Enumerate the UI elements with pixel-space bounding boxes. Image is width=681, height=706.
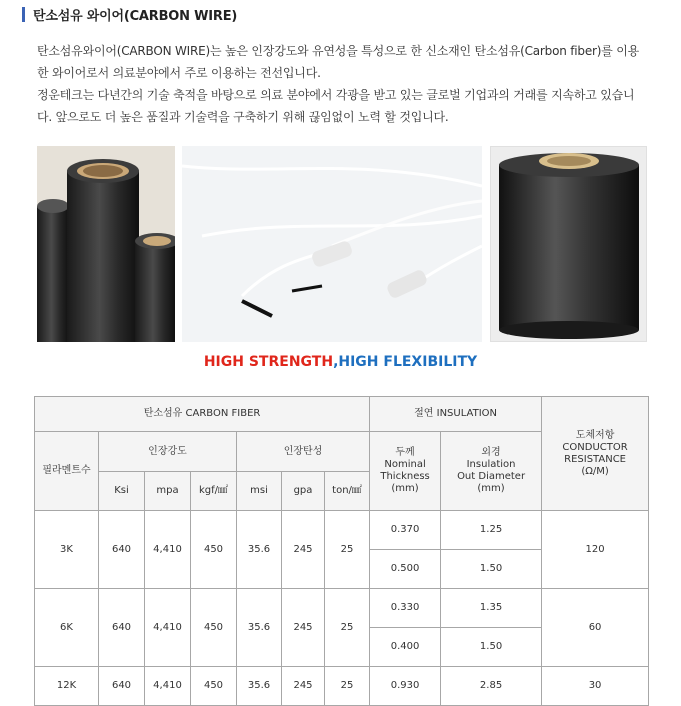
carbon-fiber-header: 탄소섬유 CARBON FIBER xyxy=(35,397,370,432)
outer-diameter-value: 1.50 xyxy=(441,628,542,667)
outer-header-en1: Insulation xyxy=(466,459,516,470)
table-row xyxy=(35,589,649,628)
unit-mpa: mpa xyxy=(145,472,191,511)
carbon-fiber-bobbins-photo xyxy=(37,146,175,342)
outer-diameter-value: 2.85 xyxy=(441,667,542,706)
carbon-fiber-spool-photo xyxy=(490,146,647,342)
intro-paragraph-1: 탄소섬유와이어(CARBON WIRE)는 높은 인장강도와 유연성을 특성으로 한 신소재인 탄소섬유(Carbon fiber)를 이용한 와이어로서 의료분야에서 주로 이용하는 전선입니다. xyxy=(37,44,640,80)
outer-diameter-value: 1.35 xyxy=(441,589,542,628)
table-row xyxy=(35,511,649,550)
ksi-value: 640 xyxy=(99,511,145,589)
gpa-value: 245 xyxy=(282,511,325,589)
spec-table xyxy=(34,396,649,706)
insulation-header: 절연 INSULATION xyxy=(370,397,542,432)
msi-value: 35.6 xyxy=(237,667,282,706)
thickness-header-unit: (mm) xyxy=(391,483,419,494)
ton-value: 25 xyxy=(325,511,370,589)
filament-count: 12K xyxy=(35,667,99,706)
thickness-header-en2: Thickness xyxy=(380,471,430,482)
ksi-value: 640 xyxy=(99,589,145,667)
kgf-value: 450 xyxy=(191,511,237,589)
ton-value: 25 xyxy=(325,589,370,667)
gpa-value: 245 xyxy=(282,667,325,706)
ton-value: 25 xyxy=(325,667,370,706)
thickness-value: 0.370 xyxy=(370,511,441,550)
mpa-value: 4,410 xyxy=(145,589,191,667)
filament-header: 필라멘트수 xyxy=(35,432,99,511)
outer-header-unit: (mm) xyxy=(477,483,505,494)
kgf-value: 450 xyxy=(191,667,237,706)
thickness-header-ko: 두께 xyxy=(395,447,415,458)
resistance-value: 120 xyxy=(542,511,649,589)
carbon-wire-cable-photo xyxy=(182,146,482,342)
mpa-value: 4,410 xyxy=(145,511,191,589)
mpa-value: 4,410 xyxy=(145,667,191,706)
conductor-header-en2: RESISTANCE xyxy=(564,453,626,465)
conductor-header-unit: (Ω/M) xyxy=(581,465,609,477)
filament-count: 3K xyxy=(35,511,99,589)
slogan xyxy=(0,354,681,370)
unit-kgf: kgf/㎟ xyxy=(191,472,237,511)
kgf-value: 450 xyxy=(191,589,237,667)
intro-text xyxy=(37,40,647,128)
tensile-strength-header: 인장강도 xyxy=(99,432,237,472)
thickness-header-en1: Nominal xyxy=(384,459,426,470)
unit-ksi: Ksi xyxy=(99,472,145,511)
outer-diameter-header xyxy=(441,432,542,511)
slogan-flexibility: ,HIGH FLEXIBILITY xyxy=(333,354,478,370)
resistance-value: 30 xyxy=(542,667,649,706)
section-title xyxy=(22,6,237,22)
outer-diameter-value: 1.25 xyxy=(441,511,542,550)
slogan-strength: HIGH STRENGTH xyxy=(203,354,334,370)
conductor-header-en1: CONDUCTOR xyxy=(562,441,628,453)
outer-header-en2: Out Diameter xyxy=(457,471,526,482)
page-title: 탄소섬유 와이어(CARBON WIRE) xyxy=(33,8,238,24)
resistance-value: 60 xyxy=(542,589,649,667)
thickness-value: 0.330 xyxy=(370,589,441,628)
tensile-modulus-header: 인장탄성 xyxy=(237,432,370,472)
intro-paragraph-2: 정운테크는 다년간의 기술 축적을 바탕으로 의료 분야에서 각광을 받고 있는 글로벌 기업과의 거래를 지속하고 있습니다. 앞으로도 더 높은 품질과 기술력을 구축하기 위해 끊임없이 노력 할 것입니다. xyxy=(37,88,635,124)
gpa-value: 245 xyxy=(282,589,325,667)
msi-value: 35.6 xyxy=(237,511,282,589)
outer-diameter-value: 1.50 xyxy=(441,550,542,589)
thickness-header xyxy=(370,432,441,511)
conductor-resistance-header xyxy=(542,397,649,511)
thickness-value: 0.500 xyxy=(370,550,441,589)
unit-gpa: gpa xyxy=(282,472,325,511)
msi-value: 35.6 xyxy=(237,589,282,667)
filament-count: 6K xyxy=(35,589,99,667)
unit-msi: msi xyxy=(237,472,282,511)
thickness-value: 0.930 xyxy=(370,667,441,706)
thickness-value: 0.400 xyxy=(370,628,441,667)
title-accent-bar xyxy=(22,7,25,22)
ksi-value: 640 xyxy=(99,667,145,706)
unit-ton: ton/㎟ xyxy=(325,472,370,511)
conductor-header-ko: 도체저항 xyxy=(575,429,615,441)
table-row xyxy=(35,667,649,706)
outer-header-ko: 외경 xyxy=(481,447,501,458)
